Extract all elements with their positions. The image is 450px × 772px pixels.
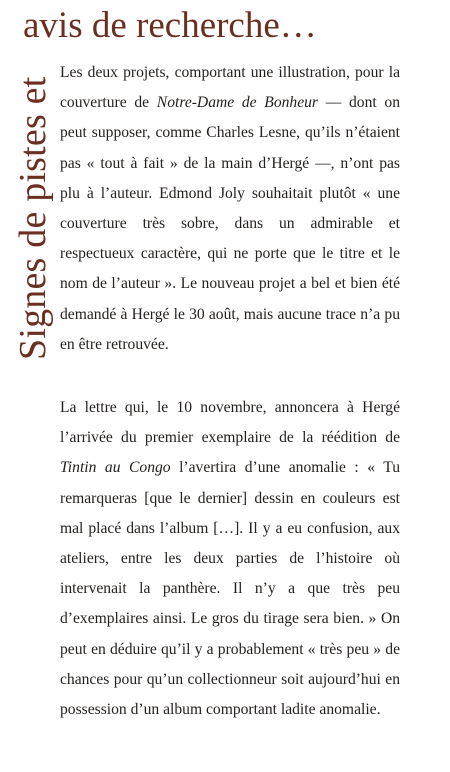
body-paragraph-2 — [60, 393, 400, 725]
vertical-side-heading: Signes de pistes et — [12, 76, 54, 360]
paragraph-1-text-start: Les deux projets, comportant une illustration, pour la couverture de — [60, 64, 400, 112]
body-paragraph-1 — [60, 58, 400, 360]
paragraph-2-text-start: La lettre qui, le 10 novembre, annoncera à Hergé l’arrivée du premier exemplaire de la réédition de — [60, 399, 400, 447]
page-heading: avis de recherche… — [23, 5, 317, 46]
book-title-tintin-au-congo: Tintin au Congo — [60, 459, 171, 477]
paragraph-2-text-end: l’avertira d’une anomalie : « Tu remarqueras [que le dernier] dessin en couleurs est mal placé dans l’album […]. Il y a eu confusion, aux ateliers, entre les deux parties de l’histoire où intervenait la panthère. Il n’y a que très peu d’exemplaires ainsi. Le gros du tirage sera bien. » On peut en déduire qu’il y a probablement « très peu » de chances pour qu’un collectionneur soit aujourd’hui en possession d’un album comportant ladite anomalie. — [60, 459, 400, 719]
paragraph-1-text-end: — dont on peut supposer, comme Charles Lesne, qu’ils n’étaient pas « tout à fait » de la main d’Hergé —, n’ont pas plu à l’auteur. Edmond Joly souhaitait plutôt « une couverture très sobre, dans un admirable et respectueux caractère, qui ne porte que le titre et le nom de l’auteur ». Le nouveau projet a bel et bien été demandé à Hergé le 30 août, mais aucune trace n’a pu en être retrouvée. — [60, 94, 401, 353]
book-title-notre-dame: Notre-Dame de Bonheur — [156, 94, 318, 112]
